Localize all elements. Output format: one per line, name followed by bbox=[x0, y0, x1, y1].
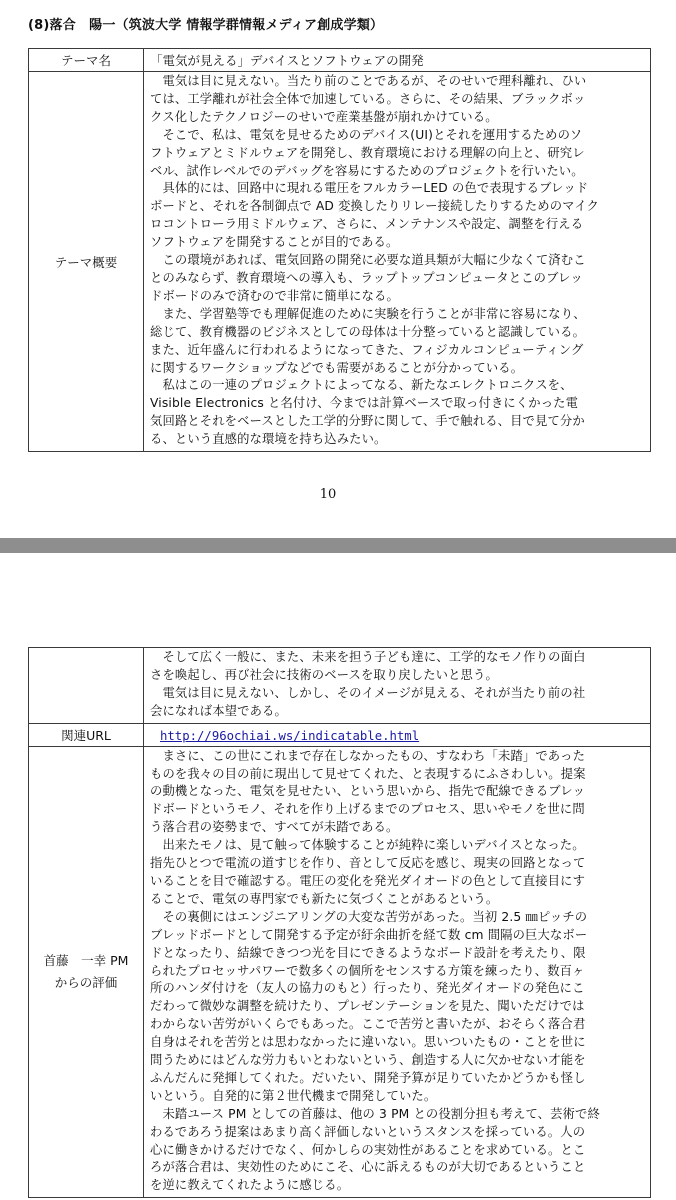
evaluation-line: 所のハンダ付けを（友人の協力のもと）行ったり、発光ダイオードの発色にこ bbox=[150, 981, 585, 996]
evaluation-table bbox=[28, 647, 651, 1198]
overview-line: 気回路とそれをベースとした工学的分野に関して、手で触れる、目で見て分か bbox=[150, 414, 585, 429]
evaluation-line: ドボードというモノ、それを作り上げるまでのプロセス、思いやモノを世に問 bbox=[150, 802, 585, 817]
overview-line: ベル、試作レベルでのデバッグを容易にするためのプロジェクトを行いたい。 bbox=[150, 163, 584, 178]
continued-text bbox=[150, 649, 644, 721]
evaluation-line: 未踏ユース PM としての首藤は、他の 3 PM との役割分担も考えて、芸術で終 bbox=[150, 1106, 600, 1121]
evaluation-line: いという。自発的に第２世代機まで開発していた。 bbox=[150, 1088, 437, 1103]
evaluation-line: だわって微妙な調整を続けたり、プレゼンテーションを見た、聞いただけでは bbox=[150, 999, 585, 1014]
continued-line: 電気は目に見えない、しかし、そのイメージが見える、それが当たり前の社 bbox=[150, 685, 586, 700]
overview-line: ドボードのみで済むので非常に簡単になる。 bbox=[150, 288, 399, 303]
overview-line: 具体的には、回路中に現れる電圧をフルカラーLED の色で表現するブレッド bbox=[150, 181, 589, 196]
overview-content bbox=[144, 72, 651, 452]
url-row bbox=[29, 723, 651, 746]
continued-line: そして広く一般に、また、未来を担う子ども達に、工学的なモノ作りの面白 bbox=[150, 650, 586, 664]
overview-line: Visible Electronics と名付け、今までは計算ベースで取っ付きにくかった電 bbox=[150, 396, 579, 411]
overview-line: に関するワークショップなどでも需要があることが分かっている。 bbox=[150, 360, 524, 375]
theme-name-value: 「電気が見える」デバイスとソフトウェアの開発 bbox=[144, 49, 651, 72]
url-cell bbox=[144, 723, 651, 746]
evaluation-line: その裏側にはエンジニアリングの大変な苦労があった。当初 2.5 ㎜ピッチの bbox=[150, 909, 588, 924]
overview-line: 総じて、教育機器のビジネスとしての母体は十分整っていると認識している。 bbox=[150, 324, 586, 339]
evaluation-line: いることを目で確認する。電圧の変化を発光ダイオードの色として直接目にす bbox=[150, 873, 586, 888]
continued-line: 会になれば本望である。 bbox=[150, 703, 287, 718]
evaluation-line: ものを我々の目の前に現出して見せてくれた、と表現するにふさわしい。提案 bbox=[150, 766, 586, 781]
overview-line: また、近年盛んに行われるようになってきた、フィジカルコンピューティング bbox=[150, 342, 584, 357]
overview-line: とのみならず、教育環境への導入も、ラップトップコンピュータとこのブレッ bbox=[150, 270, 583, 285]
overview-label: テーマ概要 bbox=[29, 72, 144, 452]
overview-line: ロコントローラ用ミドルウェア、さらに、メンテナンスや設定、調整を行える bbox=[150, 217, 584, 232]
evaluation-caption: からの評価 bbox=[54, 974, 118, 990]
section-heading: (8)落合 陽一（筑波大学 情報学群情報メディア創成学類） bbox=[28, 18, 384, 33]
overview-line: 電気は目に見えない。当たり前のことであるが、そのせいで理科離れ、ひい bbox=[150, 74, 587, 88]
evaluation-line: 指先ひとつで電流の道すじを作り、音として反応を感じ、現実の回路となって bbox=[150, 856, 586, 871]
theme-name-row bbox=[29, 49, 651, 72]
overview-text bbox=[150, 73, 644, 449]
continued-label-empty bbox=[29, 648, 144, 724]
evaluation-line: 問うためにはどんな労力もいとわないという、創造する人に欠かせない才能を bbox=[150, 1053, 586, 1068]
overview-line: 私はこの一連のプロジェクトによってなる、新たなエレクトロニクスを、 bbox=[150, 378, 573, 393]
proposal-table bbox=[28, 48, 651, 452]
evaluation-line: の動機となった、電気を見せたい、という思いから、指先で配線できるブレッ bbox=[150, 784, 586, 799]
evaluation-line: わからない苦労がいくらでもあった。ここで苦労と書いたが、おそらく落合君 bbox=[150, 1017, 586, 1032]
evaluation-line: ふんだんに発揮してくれた。だいたい、開発予算が足りていたかどうかも怪し bbox=[150, 1070, 586, 1085]
evaluation-line: 心に働きかけるだけでなく、何かしらの実効性があることを求めている。とこ bbox=[150, 1142, 586, 1157]
evaluation-line: う落合君の姿勢まで、すべてが未踏である。 bbox=[150, 820, 399, 835]
evaluator-name: 首藤 一幸 PM bbox=[43, 952, 129, 968]
overview-row bbox=[29, 72, 651, 452]
evaluation-line: ブレッドボードとして開発する予定が紆余曲折を経て数 cm 間隔の巨大なボー bbox=[150, 927, 588, 942]
overview-line: また、学習塾等でも理解促進のために実験を行うことが非常に容易になり、 bbox=[150, 306, 586, 321]
evaluation-line: わるであろう提案はあまり高く評価しないというスタンスを採っている。人の bbox=[150, 1124, 586, 1139]
page-separator bbox=[0, 538, 676, 553]
page-number: 10 bbox=[319, 487, 337, 502]
overview-line: クス化したテクノロジーのせいで産業基盤が崩れかけている。 bbox=[150, 109, 498, 124]
overview-line: そこで、私は、電気を見せるためのデバイス(UI)とそれを運用するためのソ bbox=[150, 127, 583, 142]
evaluation-line: 自身はそれを苦労とは思わなかったに違いない。思いついたもの・ことを世に bbox=[150, 1035, 586, 1050]
overview-line: フトウェアとミドルウェアを開発し、教育環境における理解の向上と、研究レ bbox=[150, 145, 585, 160]
related-url-link[interactable]: http://96ochiai.ws/indicatable.html bbox=[160, 728, 420, 743]
theme-name-label: テーマ名 bbox=[29, 49, 144, 72]
evaluation-text bbox=[150, 748, 644, 1196]
evaluation-line: ドとなったり、結線できつつ光を目にできるようなボード設計を考えたり、限 bbox=[150, 945, 586, 960]
page-top bbox=[0, 0, 676, 538]
continued-row bbox=[29, 648, 651, 724]
evaluation-line: ろが落合君は、実効性のためにこそ、心に訴えるものが大切であるということ bbox=[150, 1160, 586, 1175]
evaluation-line: まさに、この世にこれまで存在しなかったもの、すなわち「未踏」であった bbox=[150, 748, 586, 763]
evaluation-line: ることで、電気の専門家でも新たに気づくことがあるという。 bbox=[150, 891, 499, 906]
evaluation-content bbox=[144, 746, 651, 1198]
continued-content bbox=[144, 648, 651, 724]
evaluation-line: を逆に教えてくれたように感じる。 bbox=[150, 1178, 350, 1193]
overview-line: ソフトウェアを開発することが目的である。 bbox=[150, 235, 399, 250]
evaluation-line: られたプロセッサパワーで数多くの個所をセンスする方策を練ったり、数百ヶ bbox=[150, 963, 585, 978]
url-label: 関連URL bbox=[29, 723, 144, 746]
overview-line: る、という直感的な環境を持ち込みたい。 bbox=[150, 432, 387, 447]
overview-line: ては、工学離れが社会全体で加速している。さらに、その結果、ブラックボッ bbox=[150, 91, 586, 106]
continued-line: さを喚起し、再び社会に技術のベースを取り戻したいと思う。 bbox=[150, 667, 498, 682]
evaluation-label bbox=[29, 746, 144, 1198]
evaluation-line: 出来たモノは、見て触って体験することが純粋に楽しいデバイスとなった。 bbox=[150, 838, 585, 853]
evaluation-row bbox=[29, 746, 651, 1198]
overview-line: この環境があれば、電気回路の開発に必要な道具類が大幅に少なくて済むこ bbox=[150, 253, 586, 268]
page-bottom bbox=[0, 553, 676, 1200]
overview-line: ボードと、それを各制御点で AD 変換したりリレー接続したりするためのマイク bbox=[150, 199, 600, 214]
